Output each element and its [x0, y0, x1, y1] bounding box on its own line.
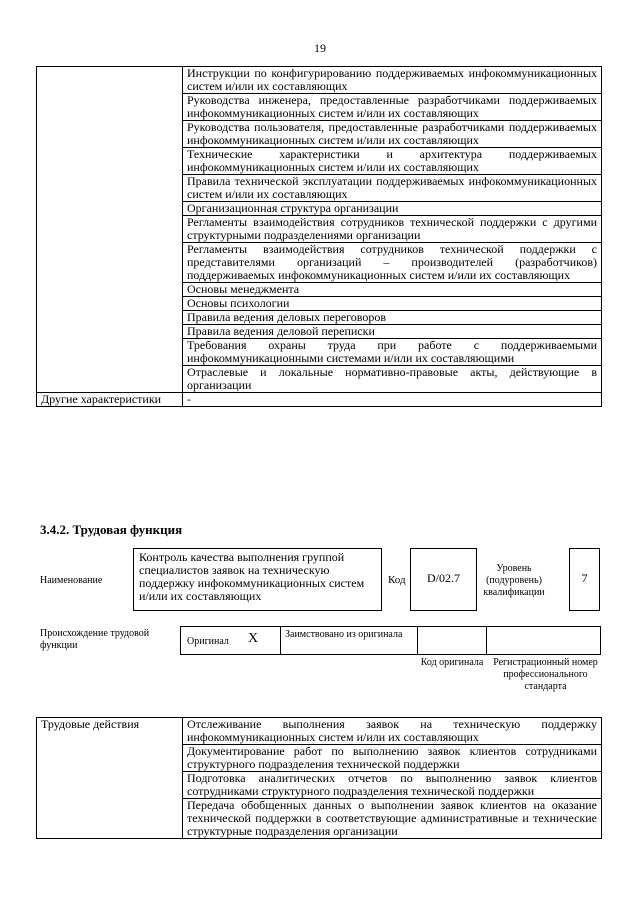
- labor-action-item: Передача обобщенных данных о выполнении заявок клиентов на оказание технической поддержки в соответствующие административные и технические структурные подразделения организации: [183, 799, 602, 839]
- original-mark: X: [248, 631, 259, 646]
- function-name-box: Контроль качества выполнения группой специалистов заявок на техническую поддержку инфокоммуникационных систем и/или их составляющих: [133, 548, 382, 611]
- origin-row: [180, 626, 601, 655]
- labor-actions-label: Трудовые действия: [37, 718, 183, 839]
- knowledge-item: Руководства пользователя, предоставленные разработчиками поддерживаемых инфокоммуникационных систем и/или их составляющих: [183, 121, 602, 148]
- table-row: [37, 393, 602, 407]
- knowledge-item: Основы психологии: [183, 297, 602, 311]
- code-label: Код: [388, 574, 406, 586]
- origin-label: Происхождение трудовой функции: [40, 628, 150, 651]
- reg-number-label: Регистрационный номер профессионального стандарта: [493, 657, 598, 692]
- code-original-label: Код оригинала: [420, 657, 484, 668]
- original-label: Оригинал: [187, 636, 229, 647]
- knowledge-item: Регламенты взаимодействия сотрудников технической поддержки с другими структурными подразделениями организации: [183, 216, 602, 243]
- knowledge-item: Руководства инженера, предоставленные разработчиками поддерживаемых инфокоммуникационных систем и/или их составляющих: [183, 94, 602, 121]
- other-characteristics-value: -: [183, 393, 602, 407]
- section-heading: 3.4.2. Трудовая функция: [40, 522, 183, 537]
- code-value-box: D/02.7: [410, 548, 477, 611]
- other-characteristics-label: Другие характеристики: [37, 393, 183, 407]
- name-label: Наименование: [40, 575, 103, 586]
- labor-action-item: Подготовка аналитических отчетов по выполнению заявок клиентов сотрудниками структурного подразделения технической поддержки: [183, 772, 602, 799]
- labor-actions-table: [36, 717, 602, 839]
- qualification-level-box: 7: [569, 548, 600, 611]
- labor-action-item: Отслеживание выполнения заявок на техническую поддержку инфокоммуникационных систем и/или их составляющих: [183, 718, 602, 745]
- divider: [417, 626, 418, 655]
- table-label-cell-empty: [37, 67, 183, 393]
- knowledge-item: Отраслевые и локальные нормативно-правовые акты, действующие в организации: [183, 366, 602, 393]
- qualification-level-label: Уровень (подуровень) квалификации: [483, 563, 545, 598]
- page-number: 19: [314, 41, 326, 55]
- knowledge-item: Инструкции по конфигурированию поддерживаемых инфокоммуникационных систем и/или их составляющих: [183, 67, 602, 94]
- divider: [280, 626, 281, 655]
- knowledge-item: Основы менеджмента: [183, 283, 602, 297]
- labor-action-item: Документирование работ по выполнению заявок клиентов сотрудниками структурного подразделения технической поддержки: [183, 745, 602, 772]
- table-row: [37, 67, 602, 94]
- knowledge-table: [36, 66, 602, 407]
- knowledge-item: Регламенты взаимодействия сотрудников технической поддержки с представителями организаций – производителей (разработчиков) поддерживаемых инфокоммуникационных систем и/или их составляющих: [183, 243, 602, 283]
- knowledge-item: Технические характеристики и архитектура поддерживаемых инфокоммуникационных систем и/или их составляющих: [183, 148, 602, 175]
- knowledge-item: Правила ведения деловых переговоров: [183, 311, 602, 325]
- knowledge-item: Организационная структура организации: [183, 202, 602, 216]
- divider: [486, 626, 487, 655]
- knowledge-item: Правила ведения деловой переписки: [183, 325, 602, 339]
- knowledge-item: Правила технической эксплуатации поддерживаемых инфокоммуникационных систем и/или их составляющих: [183, 175, 602, 202]
- knowledge-item: Требования охраны труда при работе с поддерживаемыми инфокоммуникационными системами и/или их составляющими: [183, 339, 602, 366]
- table-row: [37, 718, 602, 745]
- borrowed-label: Заимствовано из оригинала: [285, 629, 403, 640]
